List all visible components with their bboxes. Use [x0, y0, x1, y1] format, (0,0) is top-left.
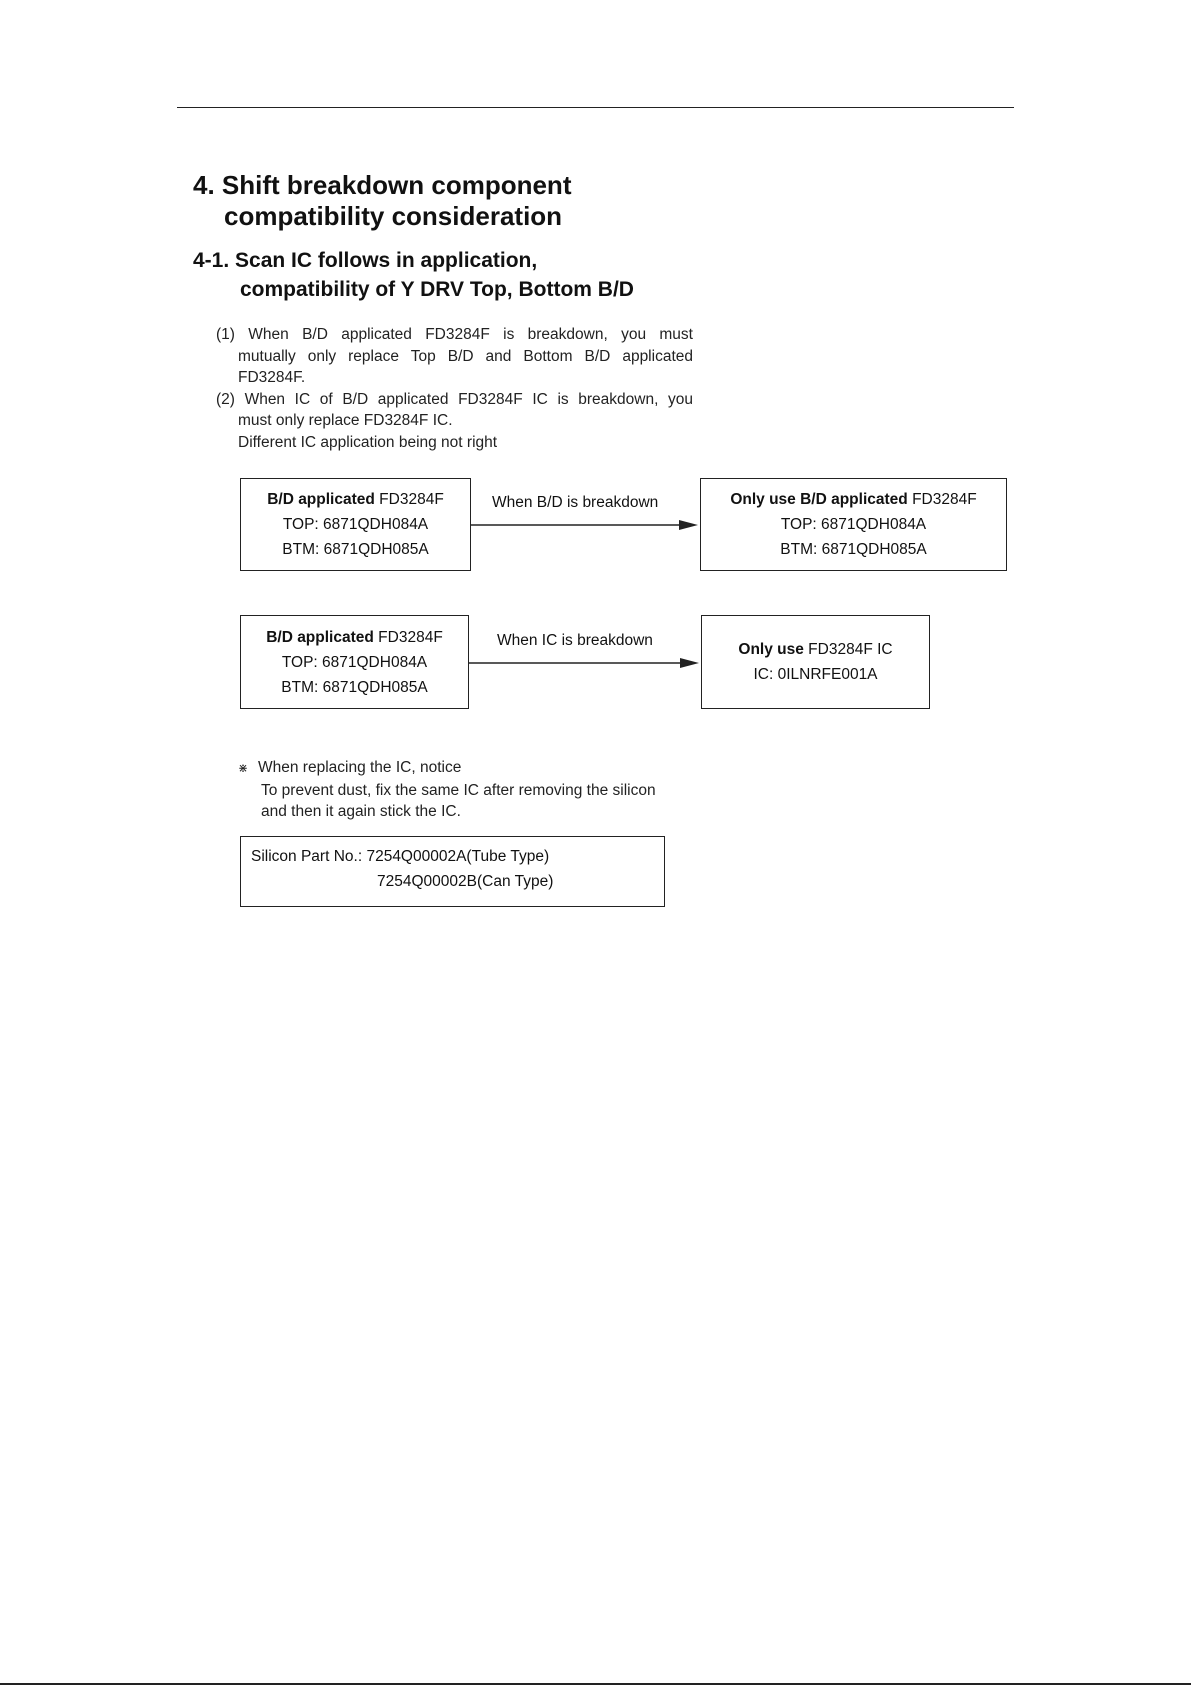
section-title-line2: compatibility consideration — [224, 201, 563, 231]
flow1-arrow-label: When B/D is breakdown — [492, 494, 659, 511]
subsection-title-line1: 4-1. Scan IC follows in application, — [193, 249, 538, 272]
flow1-target-btm: BTM: 6871QDH085A — [780, 541, 927, 558]
note1-line2: mutually only replace Top B/D and Bottom B/D applicated — [238, 347, 693, 365]
flow2-arrow — [469, 656, 699, 670]
flow1-arrow — [471, 518, 699, 532]
flow1-source-top: TOP: 6871QDH084A — [282, 516, 429, 533]
silicon-label: Silicon Part No.: — [251, 848, 363, 865]
header-rule — [177, 107, 1014, 108]
flow1-source-box — [240, 478, 471, 571]
notice-line1: When replacing the IC, notice — [258, 759, 462, 776]
flow2-source-box — [240, 615, 469, 709]
note2-line1: (2) When IC of B/D applicated FD3284F IC is breakdown, you — [216, 390, 693, 408]
flow1-source-btm: BTM: 6871QDH085A — [282, 541, 429, 558]
flow1-target-top: TOP: 6871QDH084A — [780, 516, 927, 533]
flow1-target-model: FD3284F — [912, 491, 977, 508]
flow2-target-bold: Only use — [738, 641, 804, 658]
silicon-part2: 7254Q00002B(Can Type) — [377, 873, 554, 890]
flow2-source-top: TOP: 6871QDH084A — [281, 653, 428, 671]
flow2-source-btm: BTM: 6871QDH085A — [281, 678, 428, 696]
flow2-target-box — [701, 615, 930, 709]
subsection-title-line2: compatibility of Y DRV Top, Bottom B/D — [240, 278, 634, 301]
flow2-target-model: FD3284F IC — [808, 641, 893, 658]
flow2-source-model: FD3284F — [378, 628, 443, 646]
flow1-source-bold: B/D applicated — [267, 491, 375, 508]
note1-line3: FD3284F. — [238, 369, 306, 386]
flow2-arrow-label: When IC is breakdown — [497, 632, 653, 649]
flow2-source-bold: B/D applicated — [266, 628, 374, 646]
flow1-source-model: FD3284F — [379, 491, 444, 508]
section-title-line1: 4. Shift breakdown component — [193, 170, 572, 200]
flow1-target-bold: Only use B/D applicated — [730, 491, 908, 508]
flow2-target-ic: IC: 0ILNRFE001A — [753, 666, 878, 683]
notice-line3: and then it again stick the IC. — [261, 803, 461, 820]
notice-symbol: ⋇ — [238, 761, 249, 775]
note1-line1: (1) When B/D applicated FD3284F is breakdown, you must — [216, 326, 693, 343]
note2-line2: must only replace FD3284F IC. — [238, 412, 453, 429]
flow1-target-box — [700, 478, 1007, 571]
silicon-part1: 7254Q00002A(Tube Type) — [366, 848, 550, 865]
note2-line3: Different IC application being not right — [238, 433, 498, 451]
silicon-part-box — [240, 836, 665, 907]
notice-block — [238, 757, 698, 823]
notice-line2: To prevent dust, fix the same IC after removing the silicon — [261, 781, 656, 799]
notes-block — [216, 324, 693, 453]
